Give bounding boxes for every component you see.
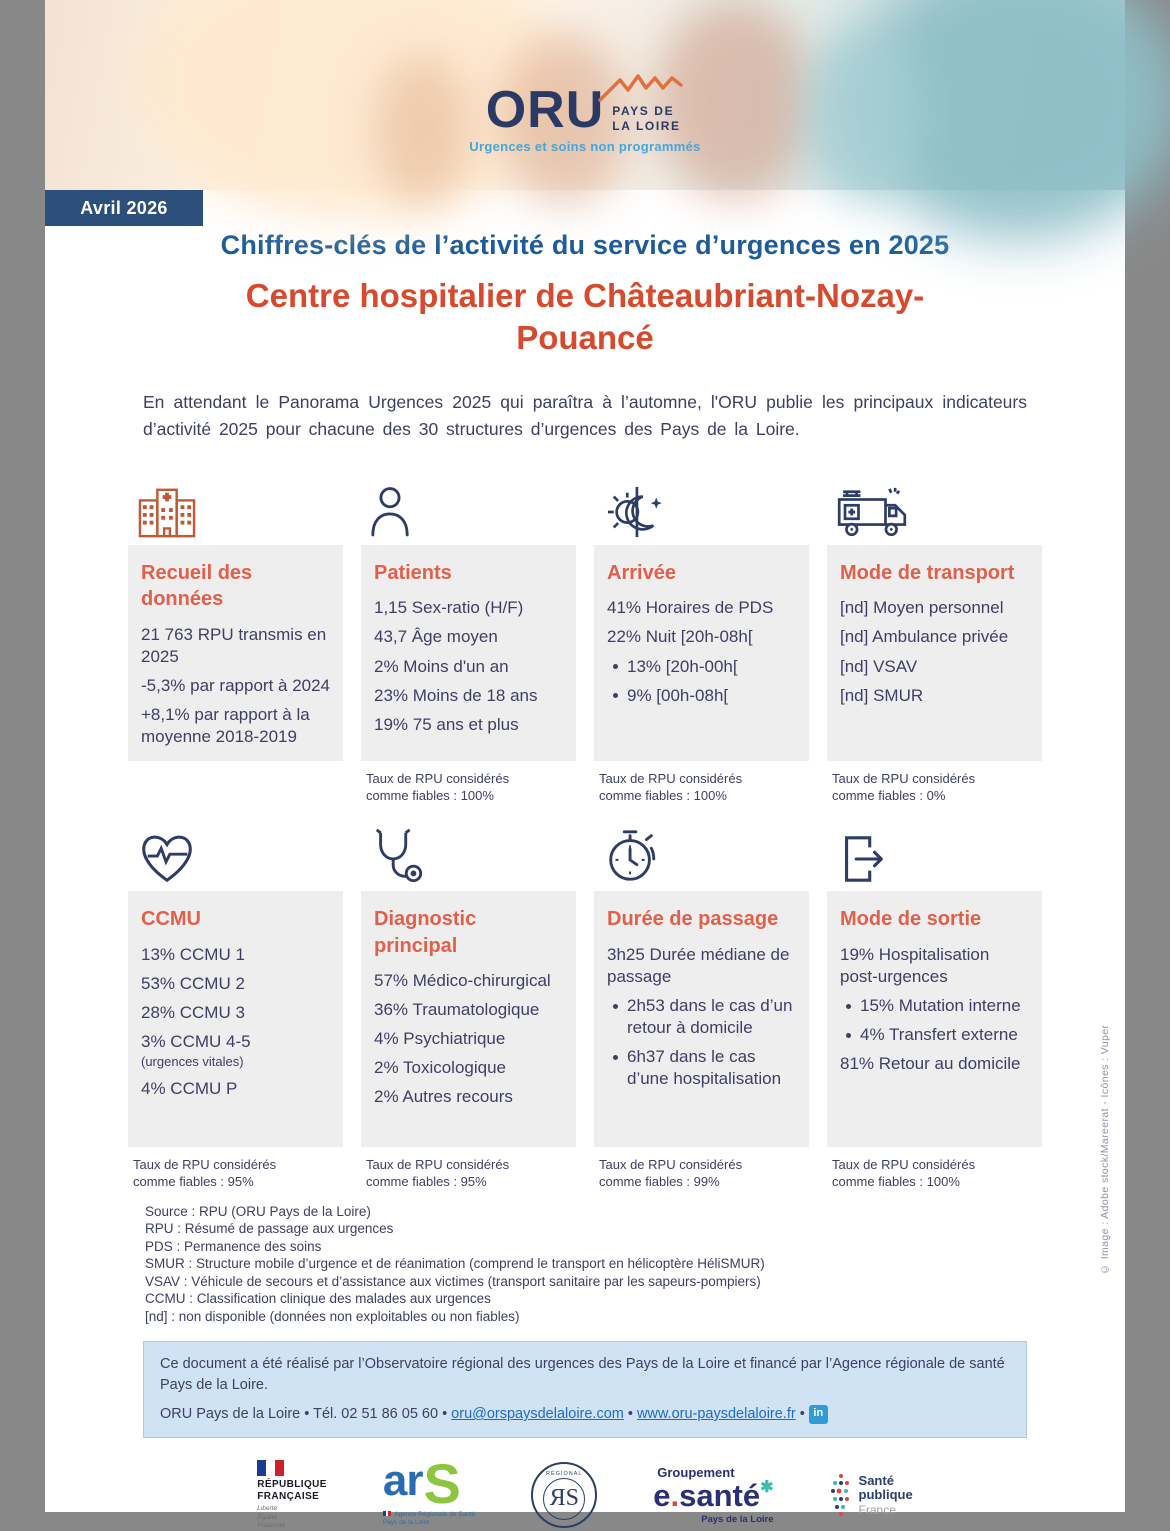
heart-pulse-icon: [136, 830, 198, 886]
groupement-esante-logo: Groupement e.santé✱ Pays de la Loire: [653, 1465, 774, 1526]
intro-paragraph: En attendant le Panorama Urgences 2025 qui paraîtra à l’automne, l'ORU publie les principaux indicateurs d’activité 2025 pour chacune des 30 structures d’urgences des Pays de la Loire.: [143, 392, 1027, 439]
linkedin-icon[interactable]: in: [809, 1405, 828, 1424]
esante-star-icon: ✱: [760, 1479, 774, 1497]
header-photo-band: [45, 0, 1125, 190]
stat-line-note: (urgences vitales): [141, 1054, 244, 1070]
page-title: Chiffres-clés de l’activité du service d’urgences en 2025: [220, 230, 950, 260]
stat-line: 1,15 Sex-ratio (H/F): [374, 598, 524, 618]
ars-logo: ar S Agence Régionale de Santé Pays de la Loire: [382, 1451, 476, 1527]
stat-subline: 13% [20h-00h[: [610, 656, 796, 678]
reliability-note: Taux de RPU considérés comme fiables : 95%: [366, 1157, 510, 1190]
ars-logo-subtext: Agence Régionale de Santé Pays de la Loire: [382, 1510, 476, 1527]
card-title: Patients: [374, 561, 452, 584]
stat-line: [nd] VSAV: [840, 656, 918, 676]
stat-line: [nd] SMUR: [840, 685, 924, 705]
card-title: Mode de sortie: [840, 908, 982, 931]
stat-line: 57% Médico-chirurgical: [374, 971, 551, 991]
card-mode-de-transport: [827, 476, 1042, 804]
stat-line: 19% Hospitalisation post-urgences: [840, 944, 990, 986]
card-title: Recueil des données: [141, 561, 253, 611]
stat-line: +8,1% par rapport à la moyenne 2018-2019: [141, 705, 310, 747]
stat-line: 43,7 Âge moyen: [374, 627, 498, 647]
spf-dots-icon: [830, 1472, 852, 1518]
stat-line: 81% Retour au domicile: [840, 1054, 1021, 1074]
stopwatch-icon: [602, 826, 662, 886]
footnote-line: PDS : Permanence des soins: [145, 1238, 322, 1254]
ambulance-icon: [835, 486, 909, 540]
stat-subline: 4% Transfert externe: [843, 1024, 1029, 1046]
card-patients: [361, 476, 576, 804]
stat-subline: 9% [00h-08h[: [610, 685, 796, 707]
stat-line: 3h25 Durée médiane de passage: [607, 944, 790, 986]
stat-subline: 15% Mutation interne: [843, 995, 1029, 1017]
zigzag-trend-icon: [598, 72, 684, 102]
stat-subline: 2h53 dans le cas d’un retour à domicile: [610, 995, 796, 1039]
stat-line: 3% CCMU 4-5: [141, 1031, 251, 1051]
stat-line: 53% CCMU 2: [141, 973, 245, 993]
stat-line: 2% Autres recours: [374, 1087, 513, 1107]
stat-line: 22% Nuit [20h-08h[: [607, 627, 753, 647]
stat-line: 4% Psychiatrique: [374, 1029, 506, 1049]
stat-line: 41% Horaires de PDS: [607, 598, 774, 618]
stat-line: 2% Moins d'un an: [374, 656, 509, 676]
stat-subline: 6h37 dans le cas d’une hospitalisation: [610, 1046, 796, 1090]
stat-line: 19% 75 ans et plus: [374, 714, 519, 734]
contact-prefix: ORU Pays de la Loire • Tél. 02 51 86 05 60 •: [160, 1406, 448, 1423]
card-ccmu: [128, 822, 343, 1190]
stat-line: 4% CCMU P: [141, 1078, 238, 1098]
republique-francaise-logo: [257, 1460, 327, 1530]
reliability-note: Taux de RPU considérés comme fiables : 99%: [599, 1157, 743, 1190]
stat-line: -5,3% par rapport à 2024: [141, 675, 331, 695]
stat-line: 21 763 RPU transmis en 2025: [141, 624, 327, 666]
hospital-name-subtitle: Centre hospitalier de Châteaubriant-Nozay-Pouancé: [245, 277, 925, 357]
card-title: CCMU: [141, 908, 201, 931]
hospital-icon: [136, 484, 198, 540]
card-recueil-des-donnees: [128, 476, 343, 804]
oru-logo-region: PAYS DE LA LOIRE: [612, 104, 681, 133]
oru-logo-acronym: ORU: [485, 81, 605, 140]
website-link[interactable]: www.oru-paysdelaloire.fr: [636, 1406, 796, 1423]
stat-line: 28% CCMU 3: [141, 1002, 245, 1022]
stat-line: 13% CCMU 1: [141, 944, 245, 964]
sante-publique-france-logo: Santé publique France: [830, 1472, 913, 1518]
card-duree-de-passage: [594, 822, 809, 1190]
stat-line: 2% Toxicologique: [374, 1058, 506, 1078]
footnote-line: CCMU : Classification clinique des malades aux urgences: [145, 1291, 491, 1307]
stats-grid: [128, 476, 1042, 1191]
footnote-line: Source : RPU (ORU Pays de la Loire): [145, 1203, 371, 1219]
image-credit-vertical: © Image : Adobe stock/Mareerat - Icônes : Vuper: [1099, 1024, 1111, 1276]
card-diagnostic-principal: [361, 822, 576, 1190]
ors-seal-monogram: ЯS: [543, 1478, 585, 1520]
rf-motto: Liberté Égalité Fraternité: [257, 1505, 286, 1530]
document-page: [45, 0, 1125, 1530]
contact-line: [160, 1404, 1010, 1424]
card-mode-de-sortie: [827, 822, 1042, 1190]
card-title: Arrivée: [607, 561, 676, 584]
separator-dot: •: [627, 1406, 633, 1423]
separator-dot: •: [799, 1406, 805, 1423]
stat-line: 23% Moins de 18 ans: [374, 685, 538, 705]
footnote-line: RPU : Résumé de passage aux urgences: [145, 1221, 394, 1237]
french-flag-icon: [383, 1511, 391, 1516]
reliability-note: Taux de RPU considérés comme fiables : 100%: [366, 770, 510, 804]
french-flag-icon: [257, 1460, 284, 1476]
reliability-note: Taux de RPU considérés comme fiables : 100%: [832, 1157, 976, 1190]
stethoscope-icon: [369, 826, 427, 886]
day-night-icon: [602, 484, 668, 540]
partner-logos-row: [135, 1451, 1035, 1530]
contact-description: Ce document a été réalisé par l’Observatoire régional des urgences des Pays de la Loire et financé par l’Agence régionale de santé Pays de la Loire.: [160, 1356, 1005, 1393]
card-title: Durée de passage: [607, 908, 779, 931]
email-link[interactable]: oru@orspaysdelaloire.com: [451, 1406, 624, 1423]
oru-logo: [45, 72, 1125, 154]
oru-logo-tagline: Urgences et soins non programmés: [469, 139, 701, 154]
exit-door-icon: [835, 832, 889, 886]
stat-line: [nd] Ambulance privée: [840, 627, 1009, 647]
ors-seal-logo: RÉGIONAL ЯS: [531, 1462, 597, 1528]
card-title: Mode de transport: [840, 561, 1015, 584]
stat-line: [nd] Moyen personnel: [840, 598, 1004, 618]
reliability-note: Taux de RPU considérés comme fiables : 95%: [133, 1157, 277, 1190]
date-badge: Avril 2026: [45, 190, 203, 226]
footnote-line: [nd] : non disponible (données non exploitables ou non fiables): [145, 1308, 520, 1324]
footnote-line: SMUR : Structure mobile d’urgence et de réanimation (comprend le transport en hélicoptère HéliSMUR): [145, 1256, 765, 1272]
reliability-note: Taux de RPU considérés comme fiables : 0%: [832, 770, 976, 804]
stat-line: 36% Traumatologique: [374, 1000, 540, 1020]
card-arrivee: [594, 476, 809, 804]
card-title: Diagnostic principal: [374, 908, 477, 957]
footnote-line: VSAV : Véhicule de secours et d’assistance aux victimes (transport sanitaire par les sapeurs-pompiers): [145, 1273, 761, 1289]
footnotes-block: [145, 1203, 1005, 1326]
reliability-note: Taux de RPU considérés comme fiables : 100%: [599, 770, 743, 804]
rf-logo-text: RÉPUBLIQUE FRANÇAISE: [257, 1479, 327, 1502]
contact-box: [143, 1341, 1027, 1438]
person-icon: [369, 484, 411, 540]
